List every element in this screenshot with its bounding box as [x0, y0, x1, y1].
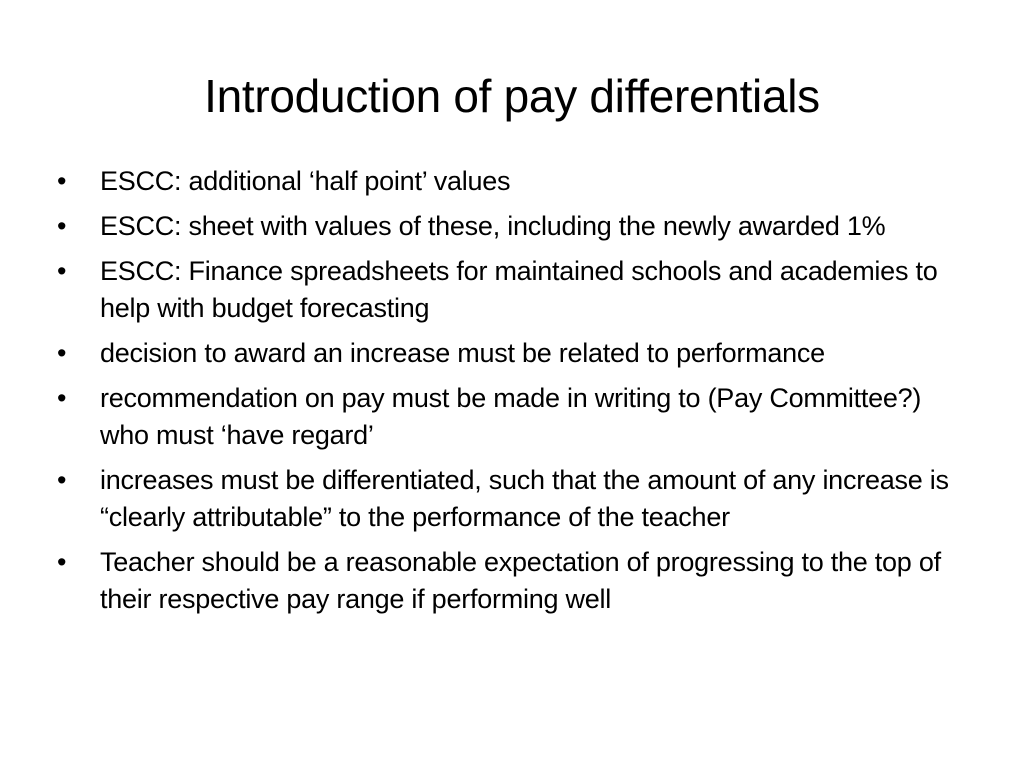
- bullet-dot-icon: •: [57, 256, 67, 286]
- bullet-text: increases must be differentiated, such that the amount of any increase is “clearly attributable” to the performance of the teacher: [100, 465, 949, 532]
- bullet-text: decision to award an increase must be related to performance: [100, 338, 825, 368]
- bullet-item: [57, 163, 977, 200]
- bullet-item: [57, 462, 977, 536]
- bullet-dot-icon: •: [57, 547, 67, 577]
- bullet-item: [57, 208, 977, 245]
- bullet-text: ESCC: additional ‘half point’ values: [100, 166, 511, 196]
- bullet-list: [57, 163, 977, 626]
- bullet-dot-icon: •: [57, 383, 67, 413]
- slide-title: Introduction of pay differentials: [204, 70, 820, 122]
- bullet-text: recommendation on pay must be made in writing to (Pay Committee?) who must ‘have regard’: [100, 383, 922, 450]
- bullet-item: [57, 380, 977, 454]
- bullet-dot-icon: •: [57, 465, 67, 495]
- bullet-item: [57, 253, 977, 327]
- bullet-text: ESCC: Finance spreadsheets for maintained schools and academies to help with budget forecasting: [100, 256, 938, 323]
- bullet-text: ESCC: sheet with values of these, including the newly awarded 1%: [100, 211, 886, 241]
- bullet-text: Teacher should be a reasonable expectation of progressing to the top of their respective pay range if performing well: [100, 547, 941, 614]
- bullet-dot-icon: •: [57, 166, 67, 196]
- bullet-dot-icon: •: [57, 338, 67, 368]
- bullet-item: [57, 544, 977, 618]
- bullet-dot-icon: •: [57, 211, 67, 241]
- bullet-item: [57, 335, 977, 372]
